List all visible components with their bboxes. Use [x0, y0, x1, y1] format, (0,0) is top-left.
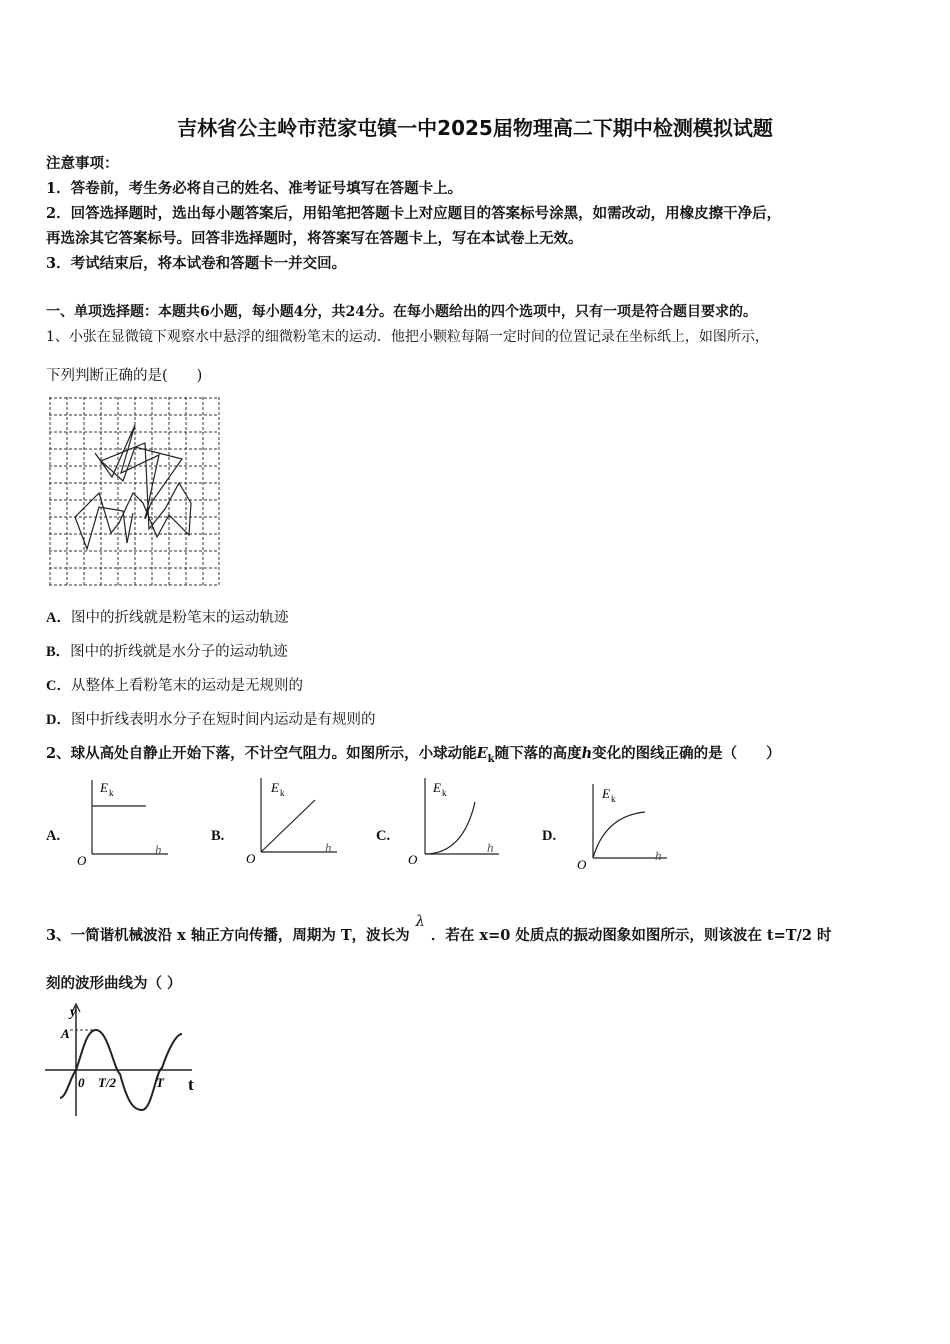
option-label: C． [46, 678, 71, 694]
question-2-suffix: 变化的图线正确的是（ ） [592, 745, 781, 762]
ek-curve [593, 812, 645, 858]
question-1-line-2: 下列判断正确的是( ) [46, 368, 203, 384]
graph-label-c: C. [376, 828, 391, 844]
t-axis-label: t [188, 1075, 194, 1094]
origin-label: O [246, 851, 256, 866]
graph-label-b: B. [211, 828, 225, 844]
option-text: 图中折线表明水分子在短时间内运动是有规则的 [70, 712, 376, 728]
y-axis-label: y [70, 1005, 77, 1020]
half-period-label: T/2 [98, 1075, 117, 1090]
x-axis-label: h [487, 840, 494, 855]
ek-curve [425, 802, 475, 854]
graph-label-a: A. [46, 828, 61, 844]
question-1-line-1: 1、小张在显微镜下观察水中悬浮的细微粉笔末的运动．他把小颗粒每隔一定时间的位置记录在坐标纸上，如图所示， [46, 329, 769, 345]
notice-item-2-line-2: 再选涂其它答案标号。回答非选择题时，将答案写在答题卡上，写在本试卷上无效。 [46, 230, 583, 247]
question-1-option-a [46, 606, 288, 627]
period-label: T [156, 1075, 164, 1090]
page-title: 吉林省公主岭市范家屯镇一中2025届物理高二下期中检测模拟试题 [177, 116, 773, 140]
option-label: A． [46, 610, 71, 626]
graph-d [575, 778, 675, 873]
option-text: 图中的折线就是粉笔末的运动轨迹 [70, 610, 289, 626]
origin-label: O [408, 852, 418, 866]
y-axis-label: E [271, 780, 279, 795]
section-1-heading: 一、单项选择题：本题共6小题，每小题4分，共24分。在每小题给出的四个选项中，只有一项是符合题目要求的。 [46, 304, 757, 320]
ek-symbol: E [476, 745, 488, 762]
vibration-graph [42, 1000, 207, 1120]
question-2-prefix: 2、球从高处自静止开始下落，不计空气阻力。如图所示，小球动能 [46, 745, 477, 762]
h-symbol: h [581, 745, 593, 762]
notice-heading: 注意事项： [46, 155, 119, 172]
question-2-middle: 随下落的高度 [494, 745, 582, 762]
option-label: D． [46, 712, 71, 728]
brownian-motion-figure [47, 395, 222, 590]
y-axis-subscript: k [442, 788, 447, 798]
x-axis-label: h [155, 842, 162, 857]
question-3-line-2: 刻的波形曲线为（ ） [46, 975, 182, 992]
y-axis-label: E [433, 780, 441, 795]
origin-label: O [77, 853, 87, 868]
lambda-symbol: λ [415, 914, 425, 930]
question-1-option-b [46, 640, 288, 661]
ek-subscript: k [487, 753, 495, 765]
graph-b [243, 774, 343, 866]
y-axis-subscript: k [280, 788, 285, 798]
notice-item-2-line-1: 2．回答选择题时，选出每小题答案后，用铅笔把答题卡上对应题目的答案标号涂黑，如需改动，用橡皮擦干净后， [46, 205, 782, 222]
y-axis-subscript: k [611, 794, 616, 804]
origin-label: O [577, 857, 587, 872]
y-axis-subscript: k [109, 788, 114, 798]
question-2-stem [46, 742, 781, 765]
ek-curve [261, 800, 315, 852]
amplitude-label: A [61, 1026, 70, 1041]
origin-label: 0 [78, 1075, 85, 1090]
question-3-part-1: 3、一简谐机械波沿 x 轴正方向传播，周期为 T，波长为 [46, 927, 410, 944]
y-axis-label: E [100, 780, 108, 795]
option-text: 图中的折线就是水分子的运动轨迹 [70, 644, 288, 660]
question-3-line-1 [46, 914, 832, 945]
option-text: 从整体上看粉笔末的运动是无规则的 [70, 678, 303, 694]
graph-a [74, 776, 174, 868]
question-3-part-2: ．若在 x=0 处质点的振动图象如图所示，则该波在 t=T/2 时 [430, 927, 832, 944]
y-axis-label: E [602, 786, 610, 801]
question-1-option-c [46, 674, 303, 695]
graph-c [405, 774, 505, 866]
notice-item-1: 1．答卷前，考生务必将自己的姓名、准考证号填写在答题卡上。 [46, 180, 463, 197]
notice-item-3: 3．考试结束后，将本试卷和答题卡一并交回。 [46, 255, 347, 272]
x-axis-label: h [655, 848, 662, 863]
graph-label-d: D. [542, 828, 557, 844]
question-1-option-d [46, 708, 375, 729]
x-axis-label: h [325, 840, 332, 855]
option-label: B． [46, 644, 71, 660]
